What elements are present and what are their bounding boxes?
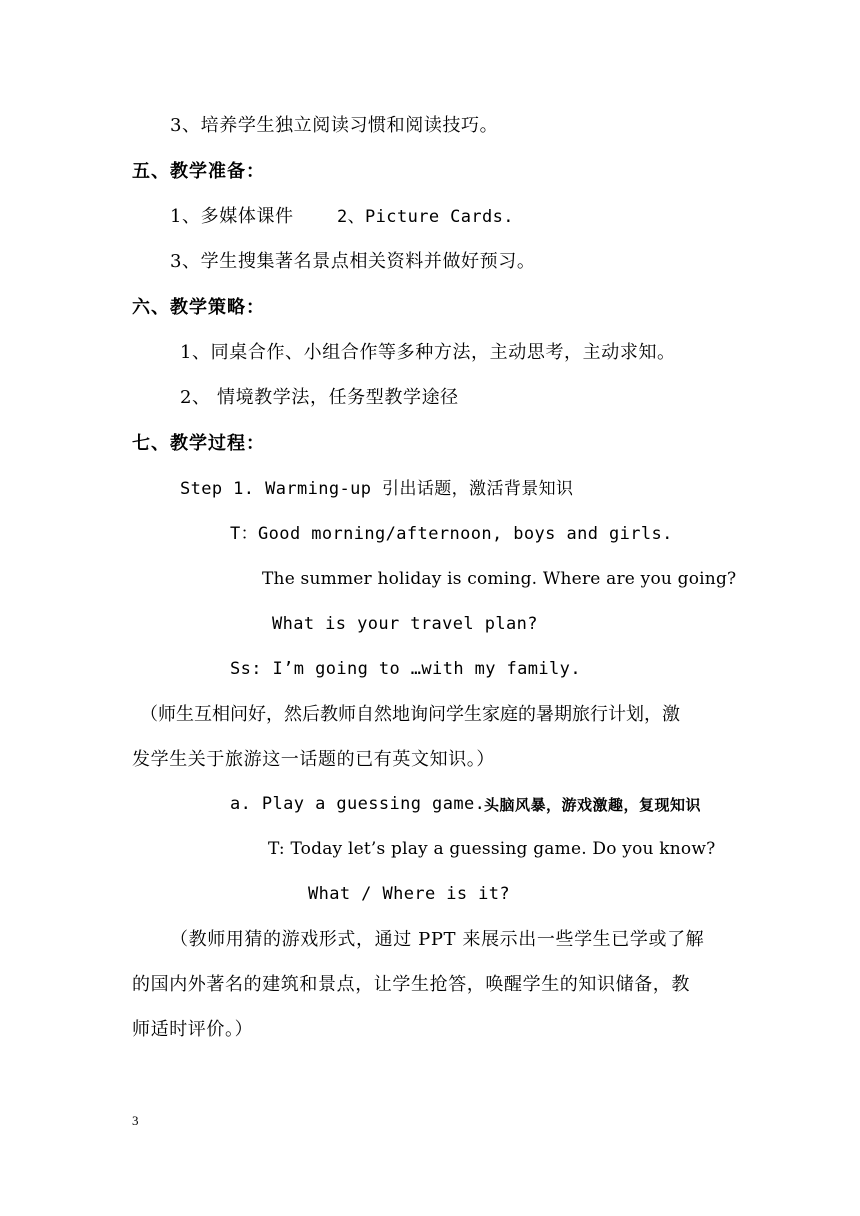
page-number: 3	[132, 1113, 139, 1128]
note-2-line-1: （教师用猜的游戏形式，通过 PPT 来展示出一些学生已学或了解	[170, 929, 705, 950]
objective-line-3: 3、培养学生独立阅读习惯和阅读技巧。	[170, 115, 499, 136]
section-heading-preparation: 五、教学准备：	[132, 161, 265, 182]
preparation-item-1: 1、多媒体课件	[170, 206, 294, 227]
strategy-item-1: 1、同桌合作、小组合作等多种方法，主动思考，主动求知。	[180, 342, 676, 363]
strategy-item-2: 2、 情境教学法，任务型教学途径	[180, 387, 459, 408]
section-heading-process: 七、教学过程：	[132, 433, 265, 454]
preparation-item-3: 3、学生搜集著名景点相关资料并做好预习。	[170, 251, 536, 272]
preparation-item-2: 2、Picture Cards.	[337, 207, 514, 227]
activity-a-highlight: 头脑风暴，游戏激趣，复现知识	[484, 796, 702, 814]
note-1-text-1: （师生互相问好，然后教师自然地询问学生家庭的暑期旅行计划，激	[140, 704, 680, 725]
students-answer: Ss: I’m going to …with my family.	[230, 659, 581, 679]
note-2-line-2: 的国内外著名的建筑和景点，让学生抢答，唤醒学生的知识储备，教	[132, 974, 690, 995]
teacher-question-1: The summer holiday is coming. Where are you going?	[262, 569, 737, 589]
note-2-line-3: 师适时评价。）	[132, 1019, 254, 1040]
section-heading-strategy: 六、教学策略：	[132, 297, 265, 318]
teacher-game-question: What / Where is it?	[308, 884, 511, 904]
step-1-title: Step 1. Warming-up 引出话题，激活背景知识	[180, 479, 574, 499]
note-1-line-1	[140, 703, 730, 727]
teacher-game-intro: T: Today let’s play a guessing game. Do you know?	[268, 839, 716, 859]
activity-a: a. Play a guessing game.	[230, 794, 486, 814]
note-1-line-2: 发学生关于旅游这一话题的已有英文知识。）	[132, 749, 495, 770]
teacher-greeting: T：Good morning/afternoon, boys and girls.	[230, 524, 673, 544]
teacher-question-2: What is your travel plan?	[272, 614, 538, 634]
